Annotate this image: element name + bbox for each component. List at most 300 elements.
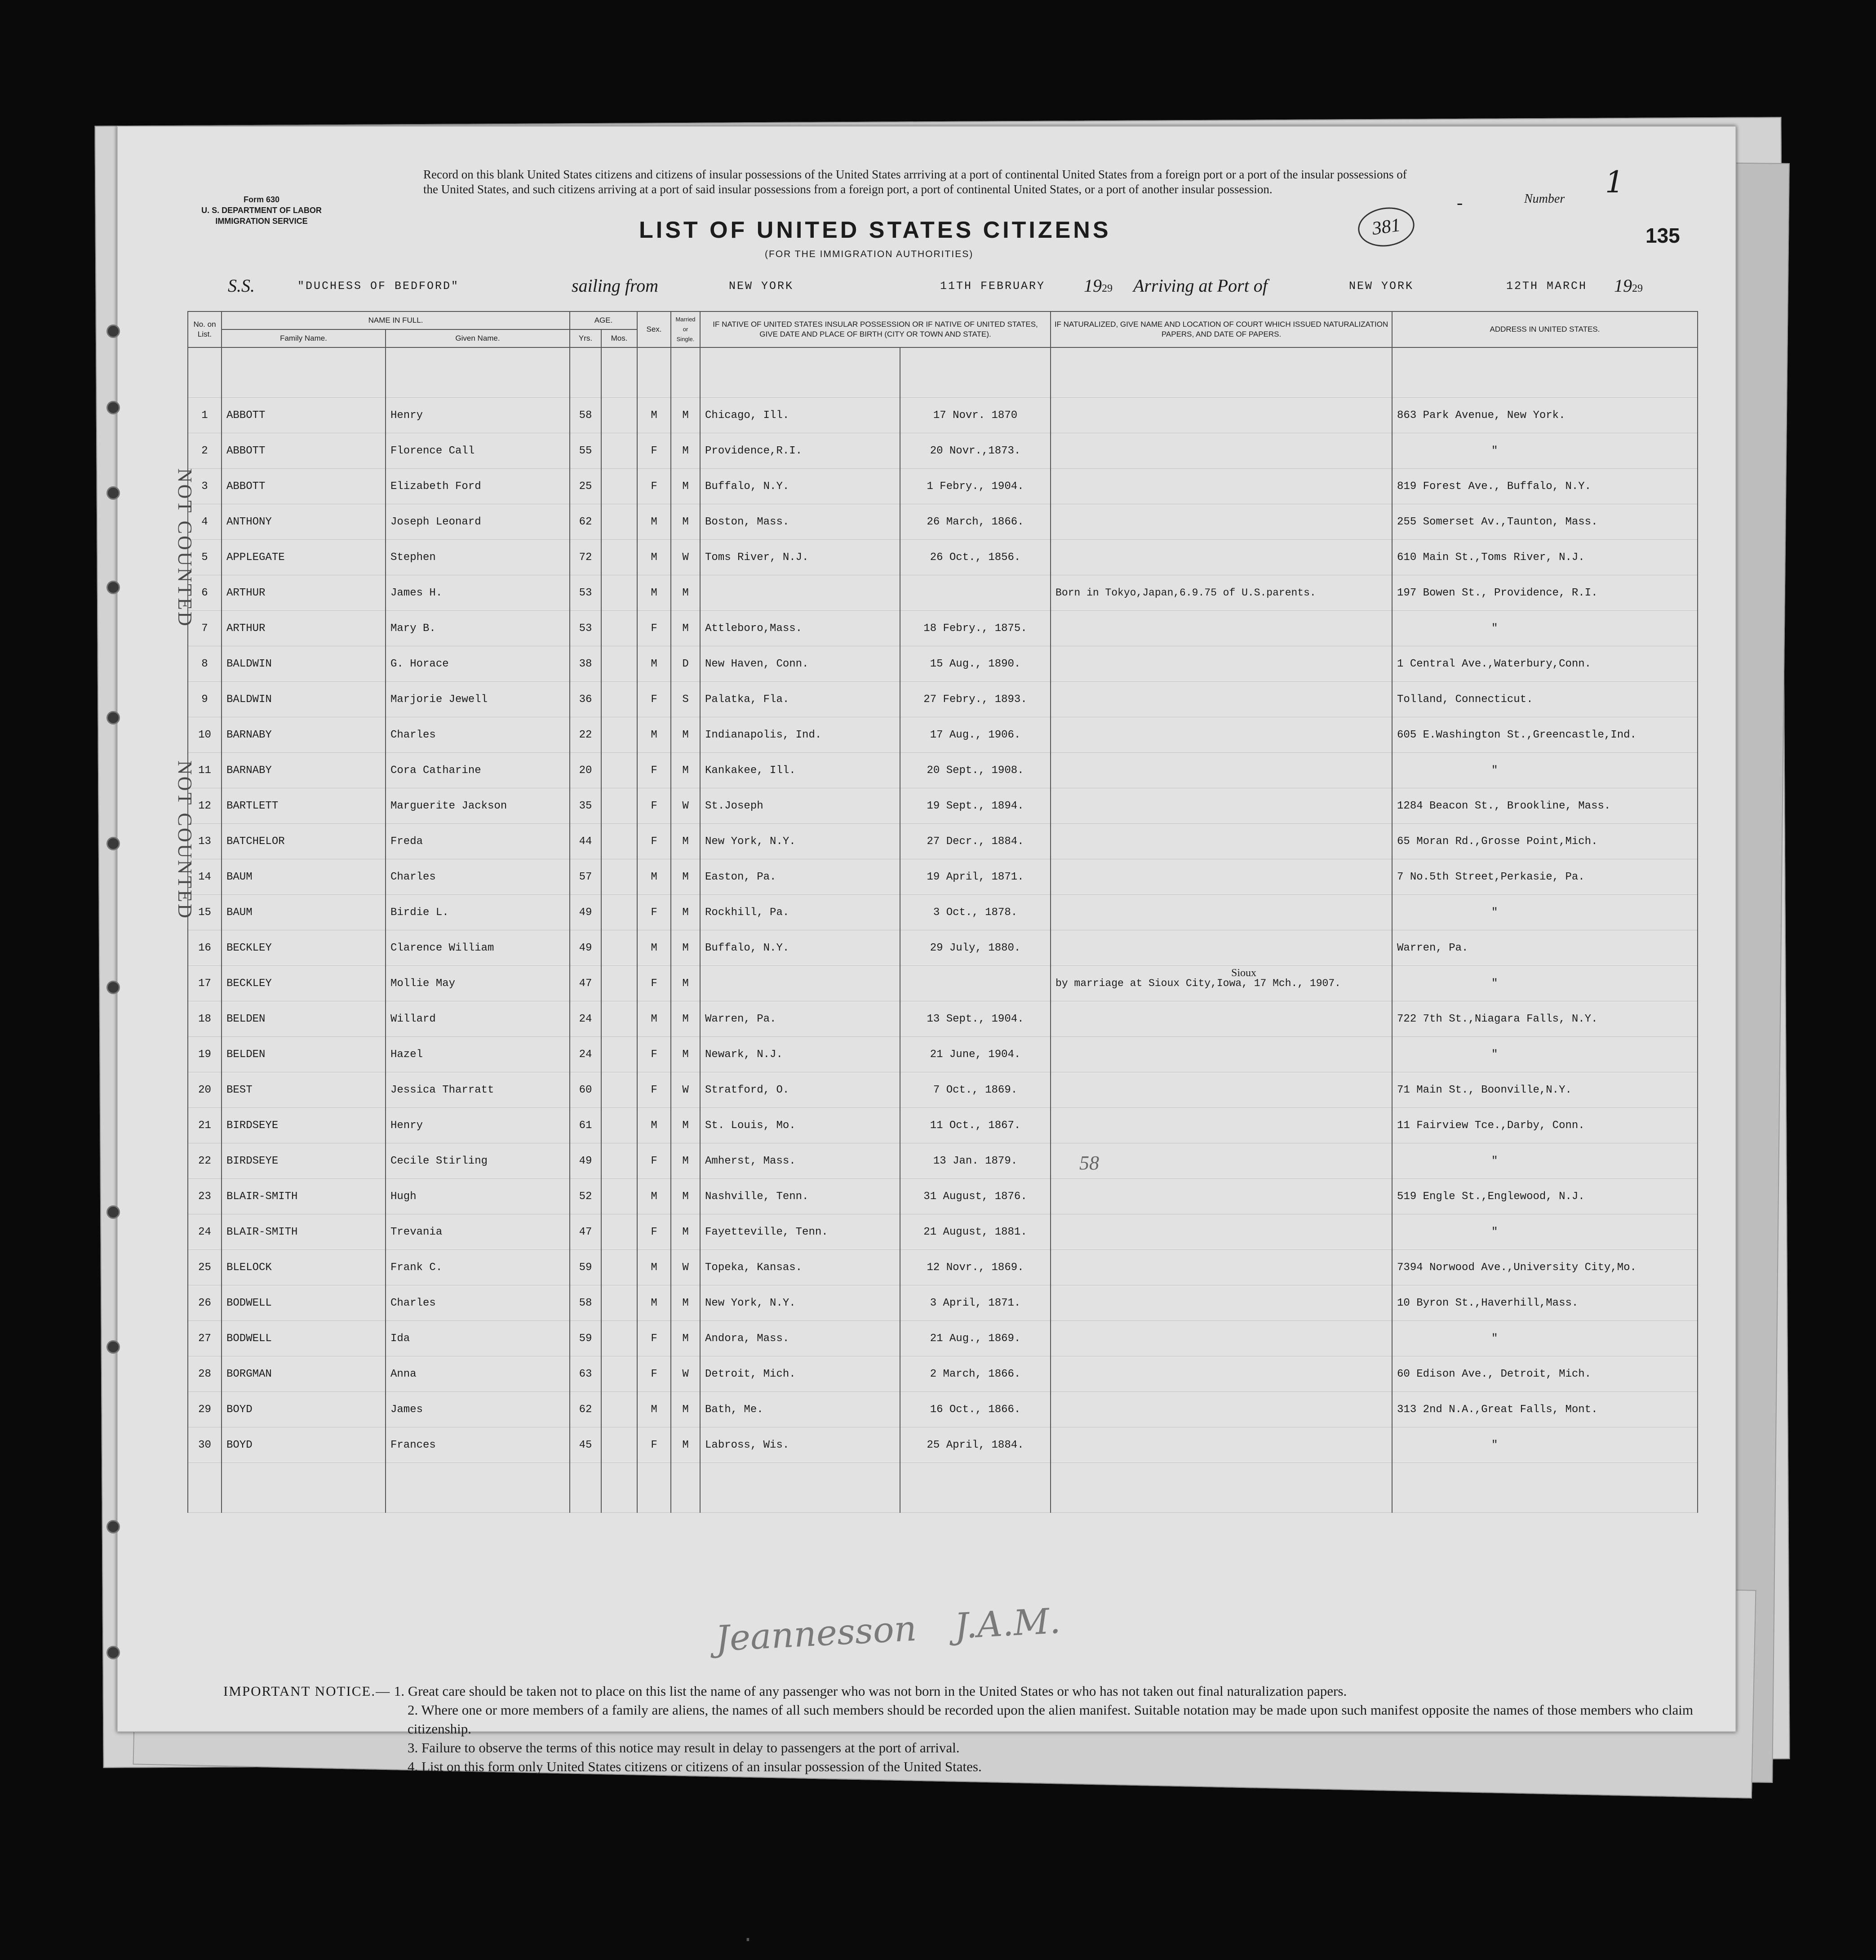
birth-date: 18 Febry., 1875.	[900, 611, 1051, 646]
sex: M	[637, 398, 671, 433]
naturalization	[1051, 1072, 1392, 1108]
age-years: 62	[570, 504, 601, 540]
family-name: BALDWIN	[222, 682, 386, 717]
col-family-name: Family Name.	[222, 329, 386, 347]
naturalization	[1051, 1214, 1392, 1250]
address: "	[1392, 433, 1698, 469]
binding-hole	[106, 581, 120, 594]
given-name: Marjorie Jewell	[386, 682, 570, 717]
address: "	[1392, 966, 1698, 1001]
line-number: 23	[188, 1179, 222, 1214]
col-yrs: Yrs.	[570, 329, 601, 347]
family-name: BAUM	[222, 895, 386, 930]
line-number: 2	[188, 433, 222, 469]
marital-status: S	[671, 682, 700, 717]
binding-hole	[106, 981, 120, 994]
marital-status: M	[671, 859, 700, 895]
table-row	[188, 788, 1698, 824]
naturalization	[1051, 1143, 1392, 1179]
naturalization	[1051, 398, 1392, 433]
marital-status: M	[671, 1179, 700, 1214]
birth-place: Fayetteville, Tenn.	[700, 1214, 900, 1250]
table-row	[188, 753, 1698, 788]
line-number: 17	[188, 966, 222, 1001]
line-number: 30	[188, 1427, 222, 1463]
line-number: 14	[188, 859, 222, 895]
naturalization	[1051, 540, 1392, 575]
table-row	[188, 540, 1698, 575]
col-married-single: Married or Single.	[671, 311, 700, 347]
marital-status: W	[671, 1250, 700, 1285]
marital-status: M	[671, 1001, 700, 1037]
notice-item-2: 2. Where one or more members of a family are aliens, the names of all such members should be recorded upon the alien manifest. Suitable notation may be made upon such manifest opposite the names of those members who claim citizenship.	[408, 1702, 1693, 1737]
table-row	[188, 611, 1698, 646]
given-name: Hazel	[386, 1037, 570, 1072]
naturalization	[1051, 646, 1392, 682]
sex: F	[637, 1143, 671, 1179]
table-row	[188, 1072, 1698, 1108]
given-name: Charles	[386, 1285, 570, 1321]
birth-date: 20 Novr.,1873.	[900, 433, 1051, 469]
birth-place: Palatka, Fla.	[700, 682, 900, 717]
birth-date: 25 April, 1884.	[900, 1427, 1051, 1463]
birth-date: 21 August, 1881.	[900, 1214, 1051, 1250]
birth-date: 13 Jan. 1879.	[900, 1143, 1051, 1179]
age-months	[601, 1392, 637, 1427]
age-years: 62	[570, 1392, 601, 1427]
address: 519 Engle St.,Englewood, N.J.	[1392, 1179, 1698, 1214]
given-name: Jessica Tharratt	[386, 1072, 570, 1108]
marital-status: M	[671, 753, 700, 788]
binding-hole	[106, 1205, 120, 1219]
naturalization	[1051, 469, 1392, 504]
binding-hole	[106, 711, 120, 724]
family-name: BAUM	[222, 859, 386, 895]
age-years: 35	[570, 788, 601, 824]
col-name-in-full: NAME IN FULL.	[222, 311, 570, 329]
arrival-year	[1614, 275, 1643, 296]
col-no: No. on List.	[188, 311, 222, 347]
address: Tolland, Connecticut.	[1392, 682, 1698, 717]
birth-place: Andora, Mass.	[700, 1321, 900, 1356]
birth-date: 12 Novr., 1869.	[900, 1250, 1051, 1285]
binding-hole	[106, 1340, 120, 1354]
birth-date: 26 March, 1866.	[900, 504, 1051, 540]
sex: F	[637, 895, 671, 930]
marital-status: M	[671, 504, 700, 540]
marital-status: M	[671, 469, 700, 504]
birth-date: 15 Aug., 1890.	[900, 646, 1051, 682]
table-row	[188, 682, 1698, 717]
naturalization	[1051, 682, 1392, 717]
given-name: Willard	[386, 1001, 570, 1037]
line-number: 9	[188, 682, 222, 717]
given-name: Hugh	[386, 1179, 570, 1214]
family-name: BLELOCK	[222, 1250, 386, 1285]
birth-place: Labross, Wis.	[700, 1427, 900, 1463]
age-years: 58	[570, 1285, 601, 1321]
notice-item-4: 4. List on this form only United States citizens or citizens of an insular possession of the United States.	[408, 1759, 982, 1774]
family-name: BORGMAN	[222, 1356, 386, 1392]
line-number: 10	[188, 717, 222, 753]
birth-date: 3 Oct., 1878.	[900, 895, 1051, 930]
age-months	[601, 646, 637, 682]
age-months	[601, 1427, 637, 1463]
birth-place: Toms River, N.J.	[700, 540, 900, 575]
birth-place: Chicago, Ill.	[700, 398, 900, 433]
birth-place: Newark, N.J.	[700, 1037, 900, 1072]
manifest-sheet	[117, 126, 1736, 1774]
line-number: 22	[188, 1143, 222, 1179]
table-row	[188, 469, 1698, 504]
department-name: U. S. DEPARTMENT OF LABOR	[201, 206, 322, 215]
family-name: ABBOTT	[222, 433, 386, 469]
marital-status: M	[671, 824, 700, 859]
ship-name: "DUCHESS OF BEDFORD"	[297, 280, 460, 293]
family-name: BECKLEY	[222, 966, 386, 1001]
birth-date	[900, 575, 1051, 611]
sex: M	[637, 717, 671, 753]
birth-date: 11 Oct., 1867.	[900, 1108, 1051, 1143]
binding-hole	[106, 1646, 120, 1659]
table-row	[188, 1037, 1698, 1072]
notice-item-3: 3. Failure to observe the terms of this notice may result in delay to passengers at the port of arrival.	[408, 1740, 960, 1756]
given-name: James	[386, 1392, 570, 1427]
page-number: 135	[1645, 224, 1680, 247]
sex: F	[637, 1214, 671, 1250]
from-port: NEW YORK	[729, 280, 794, 293]
age-months	[601, 895, 637, 930]
line-number: 28	[188, 1356, 222, 1392]
birth-place: Buffalo, N.Y.	[700, 469, 900, 504]
given-name: Cora Catharine	[386, 753, 570, 788]
given-name: Freda	[386, 824, 570, 859]
given-name: Birdie L.	[386, 895, 570, 930]
table-spacer-row	[188, 1463, 1698, 1513]
binding-hole	[106, 1520, 120, 1533]
address: 1 Central Ave.,Waterbury,Conn.	[1392, 646, 1698, 682]
sex: F	[637, 824, 671, 859]
marital-status: M	[671, 575, 700, 611]
naturalization	[1051, 859, 1392, 895]
inspector-signature	[714, 1601, 1061, 1659]
birth-place: Stratford, O.	[700, 1072, 900, 1108]
given-name: Frank C.	[386, 1250, 570, 1285]
sex: M	[637, 504, 671, 540]
table-row	[188, 575, 1698, 611]
family-name: BARTLETT	[222, 788, 386, 824]
age-months	[601, 1143, 637, 1179]
table-row	[188, 930, 1698, 966]
line-number: 25	[188, 1250, 222, 1285]
birth-date: 17 Aug., 1906.	[900, 717, 1051, 753]
margin-number: 58	[1079, 1152, 1099, 1174]
naturalization	[1051, 1427, 1392, 1463]
address: 60 Edison Ave., Detroit, Mich.	[1392, 1356, 1698, 1392]
birth-date: 2 March, 1866.	[900, 1356, 1051, 1392]
age-months	[601, 1108, 637, 1143]
line-number: 26	[188, 1285, 222, 1321]
marital-status: M	[671, 611, 700, 646]
address: 10 Byron St.,Haverhill,Mass.	[1392, 1285, 1698, 1321]
naturalization: by marriage at Sioux City,Iowa, 17 Mch., 1907.	[1051, 966, 1392, 1001]
age-months	[601, 504, 637, 540]
age-months	[601, 859, 637, 895]
marital-status: M	[671, 1392, 700, 1427]
age-years: 25	[570, 469, 601, 504]
address: 722 7th St.,Niagara Falls, N.Y.	[1392, 1001, 1698, 1037]
address: "	[1392, 1037, 1698, 1072]
age-months	[601, 1072, 637, 1108]
age-months	[601, 682, 637, 717]
marital-status: M	[671, 433, 700, 469]
naturalization	[1051, 504, 1392, 540]
sex: M	[637, 575, 671, 611]
marital-status: M	[671, 966, 700, 1001]
table-row	[188, 966, 1698, 1001]
family-name: BEST	[222, 1072, 386, 1108]
sex: F	[637, 682, 671, 717]
family-name: BODWELL	[222, 1321, 386, 1356]
family-name: BIRDSEYE	[222, 1108, 386, 1143]
line-number: 29	[188, 1392, 222, 1427]
address: 605 E.Washington St.,Greencastle,Ind.	[1392, 717, 1698, 753]
given-name: Charles	[386, 859, 570, 895]
naturalization: Born in Tokyo,Japan,6.9.75 of U.S.parents.	[1051, 575, 1392, 611]
age-months	[601, 611, 637, 646]
family-name: BECKLEY	[222, 930, 386, 966]
sex: F	[637, 966, 671, 1001]
number-label: Number	[1524, 192, 1565, 206]
sailing-label: sailing from	[572, 276, 658, 296]
age-months	[601, 930, 637, 966]
col-mos: Mos.	[601, 329, 637, 347]
birth-date: 29 July, 1880.	[900, 930, 1051, 966]
given-name: Henry	[386, 398, 570, 433]
birth-place: Kankakee, Ill.	[700, 753, 900, 788]
birth-place: Topeka, Kansas.	[700, 1250, 900, 1285]
birth-date: 3 April, 1871.	[900, 1285, 1051, 1321]
table-row	[188, 1285, 1698, 1321]
address: 71 Main St., Boonville,N.Y.	[1392, 1072, 1698, 1108]
marital-status: W	[671, 1356, 700, 1392]
birth-place: Nashville, Tenn.	[700, 1179, 900, 1214]
birth-place: Buffalo, N.Y.	[700, 930, 900, 966]
naturalization	[1051, 788, 1392, 824]
address: 7 No.5th Street,Perkasie, Pa.	[1392, 859, 1698, 895]
address: "	[1392, 1214, 1698, 1250]
table-spacer-row	[188, 347, 1698, 398]
family-name: ABBOTT	[222, 398, 386, 433]
arrival-year-suffix: 29	[1632, 283, 1643, 294]
address: Warren, Pa.	[1392, 930, 1698, 966]
departure-year-suffix: 29	[1102, 283, 1113, 294]
age-months	[601, 575, 637, 611]
birth-date: 20 Sept., 1908.	[900, 753, 1051, 788]
line-number: 13	[188, 824, 222, 859]
birth-date: 21 Aug., 1869.	[900, 1321, 1051, 1356]
table-row	[188, 1108, 1698, 1143]
address: "	[1392, 1427, 1698, 1463]
address: 863 Park Avenue, New York.	[1392, 398, 1698, 433]
age-months	[601, 540, 637, 575]
given-name: Anna	[386, 1356, 570, 1392]
address: 255 Somerset Av.,Taunton, Mass.	[1392, 504, 1698, 540]
given-name: Joseph Leonard	[386, 504, 570, 540]
marital-status: M	[671, 717, 700, 753]
marital-status: M	[671, 930, 700, 966]
age-years: 59	[570, 1321, 601, 1356]
line-number: 1	[188, 398, 222, 433]
age-months	[601, 1001, 637, 1037]
given-name: Ida	[386, 1321, 570, 1356]
table-row	[188, 1001, 1698, 1037]
marital-status: M	[671, 1285, 700, 1321]
departure-year-prefix: 19	[1084, 276, 1102, 296]
age-years: 72	[570, 540, 601, 575]
binding-hole	[106, 837, 120, 850]
circled-number: 381	[1356, 204, 1417, 250]
family-name: BALDWIN	[222, 646, 386, 682]
col-age: AGE.	[570, 311, 637, 329]
marital-status: W	[671, 1072, 700, 1108]
birth-place: Detroit, Mich.	[700, 1356, 900, 1392]
age-years: 45	[570, 1427, 601, 1463]
address: 65 Moran Rd.,Grosse Point,Mich.	[1392, 824, 1698, 859]
naturalization	[1051, 824, 1392, 859]
naturalization	[1051, 717, 1392, 753]
age-months	[601, 433, 637, 469]
ss-label: S.S.	[228, 276, 255, 296]
age-years: 53	[570, 575, 601, 611]
birth-place: Providence,R.I.	[700, 433, 900, 469]
col-naturalized: IF NATURALIZED, GIVE NAME AND LOCATION OF COURT WHICH ISSUED NATURALIZATION PAPERS, AND DATE OF PAPERS.	[1051, 311, 1392, 347]
birth-date: 21 June, 1904.	[900, 1037, 1051, 1072]
age-months	[601, 398, 637, 433]
line-number: 27	[188, 1321, 222, 1356]
sex: F	[637, 753, 671, 788]
age-years: 49	[570, 895, 601, 930]
age-years: 57	[570, 859, 601, 895]
table-row	[188, 1250, 1698, 1285]
naturalization	[1051, 1179, 1392, 1214]
age-months	[601, 966, 637, 1001]
number-value: 1	[1605, 165, 1624, 200]
col-given-name: Given Name.	[386, 329, 570, 347]
sex: F	[637, 433, 671, 469]
line-number: 24	[188, 1214, 222, 1250]
not-counted-stamp: NOT COUNTED	[174, 468, 196, 628]
sex: M	[637, 1179, 671, 1214]
notice-lead: IMPORTANT NOTICE.—	[223, 1683, 391, 1699]
marital-status: M	[671, 398, 700, 433]
family-name: BATCHELOR	[222, 824, 386, 859]
birth-date: 27 Febry., 1893.	[900, 682, 1051, 717]
binding-hole	[106, 486, 120, 500]
table-row	[188, 895, 1698, 930]
naturalization	[1051, 1285, 1392, 1321]
table-row	[188, 1427, 1698, 1463]
important-notice	[223, 1682, 1706, 1776]
naturalization	[1051, 1321, 1392, 1356]
binding-hole	[106, 401, 120, 414]
line-number: 18	[188, 1001, 222, 1037]
signature-name: Jeannesson	[714, 1608, 918, 1660]
marital-status: W	[671, 788, 700, 824]
family-name: BLAIR-SMITH	[222, 1179, 386, 1214]
sex: F	[637, 1356, 671, 1392]
given-name: Frances	[386, 1427, 570, 1463]
given-name: Elizabeth Ford	[386, 469, 570, 504]
given-name: Trevania	[386, 1214, 570, 1250]
sex: F	[637, 1072, 671, 1108]
table-row	[188, 1356, 1698, 1392]
birth-place: Easton, Pa.	[700, 859, 900, 895]
family-name: ARTHUR	[222, 575, 386, 611]
birth-date: 19 Sept., 1894.	[900, 788, 1051, 824]
sex: F	[637, 788, 671, 824]
family-name: BIRDSEYE	[222, 1143, 386, 1179]
age-years: 20	[570, 753, 601, 788]
col-address: ADDRESS IN UNITED STATES.	[1392, 311, 1698, 347]
naturalization	[1051, 1356, 1392, 1392]
marital-status: M	[671, 1037, 700, 1072]
address: "	[1392, 611, 1698, 646]
family-name: ARTHUR	[222, 611, 386, 646]
birth-place: St. Louis, Mo.	[700, 1108, 900, 1143]
sex: M	[637, 930, 671, 966]
age-years: 24	[570, 1037, 601, 1072]
age-years: 24	[570, 1001, 601, 1037]
age-years: 44	[570, 824, 601, 859]
birth-place: New York, N.Y.	[700, 1285, 900, 1321]
dash-mark: -	[1457, 192, 1463, 213]
address: "	[1392, 1143, 1698, 1179]
line-number: 3	[188, 469, 222, 504]
passenger-table	[187, 311, 1698, 1513]
age-months	[601, 1285, 637, 1321]
birth-date: 19 April, 1871.	[900, 859, 1051, 895]
sex: M	[637, 646, 671, 682]
birth-place	[700, 966, 900, 1001]
naturalization	[1051, 611, 1392, 646]
table-row	[188, 717, 1698, 753]
marital-status: D	[671, 646, 700, 682]
age-years: 60	[570, 1072, 601, 1108]
naturalization	[1051, 1037, 1392, 1072]
address: 610 Main St.,Toms River, N.J.	[1392, 540, 1698, 575]
form-title: LIST OF UNITED STATES CITIZENS	[639, 217, 1111, 243]
line-number: 16	[188, 930, 222, 966]
age-years: 38	[570, 646, 601, 682]
signature-initials: J.A.M.	[954, 1600, 1062, 1647]
marital-status: M	[671, 1321, 700, 1356]
line-number: 19	[188, 1037, 222, 1072]
line-number: 5	[188, 540, 222, 575]
age-years: 36	[570, 682, 601, 717]
address: 313 2nd N.A.,Great Falls, Mont.	[1392, 1392, 1698, 1427]
sex: M	[637, 1392, 671, 1427]
notice-item-1: 1. Great care should be taken not to place on this list the name of any passenger who was not born in the United States or who has not taken out final naturalization papers.	[394, 1683, 1347, 1699]
given-name: Stephen	[386, 540, 570, 575]
arriving-label: Arriving at Port of	[1133, 276, 1268, 296]
age-years: 49	[570, 1143, 601, 1179]
sex: M	[637, 1108, 671, 1143]
naturalization	[1051, 433, 1392, 469]
age-months	[601, 717, 637, 753]
given-name: Clarence William	[386, 930, 570, 966]
marital-status: M	[671, 1214, 700, 1250]
